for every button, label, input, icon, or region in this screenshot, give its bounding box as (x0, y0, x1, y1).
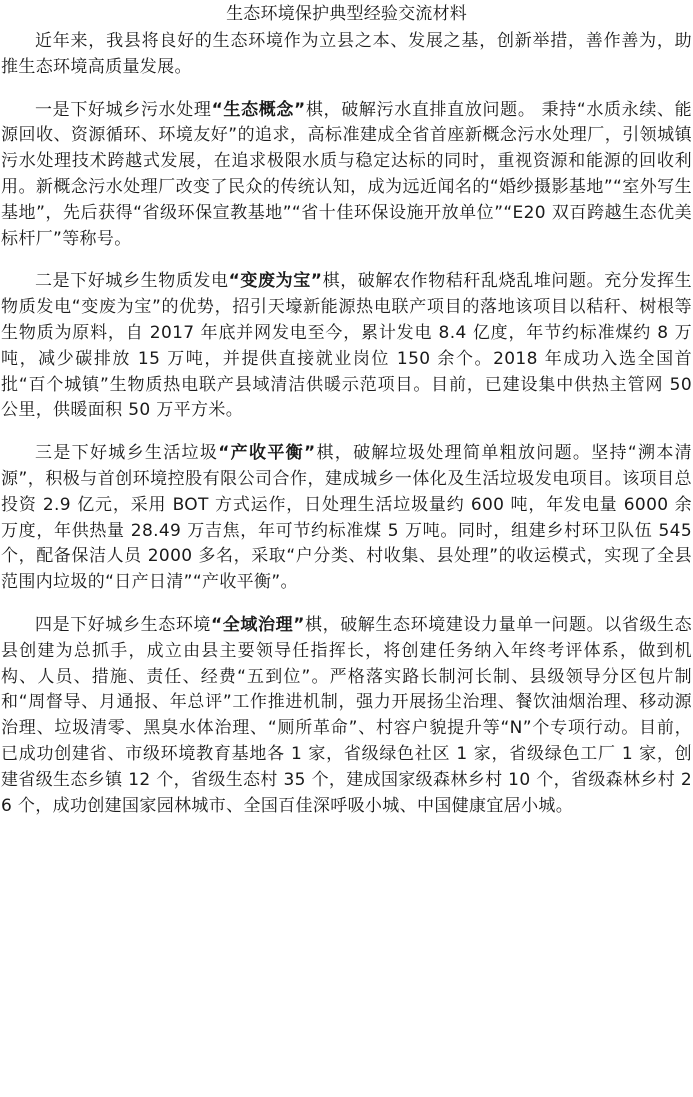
section-paragraph-2 (1, 269, 692, 424)
section-3-lead-end: 棋，破解垃圾处理简单粗放问题。 (315, 443, 592, 464)
section-4-body: 以省级生态县创建为总抓手，成立由县主要领导任指挥长，将创建任务纳入年终考评体系，做到机构、人员、措施、责任、经费“五到位”。严格落实路长制河长制、县级领导分区包片制和“周督导、月通报、年总评”工作推进机制，强力开展扬尘治理、餐饮油烟治理、移动源治理、垃圾清零、黑臭水体治理、“厕所革命”、村容户貌提升等“N”个专项行动。目前，已成功创建省、市级环境教育基地各 1 家，省级绿色社区 1 家，省级绿色工厂 1 家，创建省级生态乡镇 12 个，省级生态村 35 个，建成国家级森林乡村 10 个，省级森林乡村 26 个，成功创建国家园林城市、全国百佳深呼吸小城、中国健康宜居小城。 (1, 614, 693, 816)
section-1-body: 秉持“水质永续、能源回收、资源循环、环境友好”的追求，高标准建成全省首座新概念污水处理厂，引领城镇污水处理技术跨越式发展，在追求极限水质与稳定达标的同时，重视资源和能源的回收利用。新概念污水处理厂改变了民众的传统认知，成为远近闻名的“婚纱摄影基地”“室外写生基地”，先后获得“省级环保宣教基地”“省十佳环保设施开放单位”“E20 双百跨越生态优美标杆厂”等称号。 (1, 99, 692, 249)
section-1-keyword: “生态概念” (211, 99, 306, 120)
section-4-lead: 四是下好城乡生态环境 (35, 614, 212, 635)
section-paragraph-4 (1, 613, 692, 819)
intro-paragraph: 近年来，我县将良好的生态环境作为立县之本、发展之基，创新举措，善作善为，助推生态环境高质量发展。 (1, 31, 692, 77)
section-2-lead-end: 棋，破解农作物秸秆乱烧乱堆问题。 (322, 271, 605, 292)
section-1-lead: 一是下好城乡污水处理 (35, 99, 212, 120)
section-3-body: 坚持“溯本清源”，积极与首创环境控股有限公司合作，建成城乡一体化及生活垃圾发电项目。该项目总投资 2.9 亿元，采用 BOT 方式运作，日处理生活垃圾量约 600 吨，年发电量 6000 余万度，年供热量 28.49 万吉焦，年可节约标准煤 5 万吨。同时，组建乡村环卫队伍 545 个，配备保洁人员 2000 多名，采取“户分类、村收集、县处理”的收运模式，实现了全县范围内垃圾的“日产日清”“产收平衡”。 (1, 443, 692, 593)
section-3-keyword: “产收平衡” (218, 443, 316, 464)
section-paragraph-1 (1, 98, 692, 253)
document-title: 生态环境保护典型经验交流材料 (226, 4, 467, 24)
section-2-keyword: “变废为宝” (228, 271, 323, 292)
section-2-lead: 二是下好城乡生物质发电 (35, 271, 229, 292)
section-4-lead-end: 棋，破解生态环境建设力量单一问题。 (304, 614, 605, 635)
section-2-body: 充分发挥生物质发电“变废为宝”的优势，招引天壕新能源热电联产项目的落地该项目以秸秆、树根等生物质为原料，自 2017 年底并网发电至今，累计发电 8.4 亿度，年节约标准煤约 8 万吨，减少碳排放 15 万吨，并提供直接就业岗位 150 余个。2018 年成功入选全国首批“百个城镇”生物质热电联产县域清洁供暖示范项目。目前，已建设集中供热主管网 50 公里，供暖面积 50 万平方米。 (1, 271, 692, 421)
section-1-lead-end: 棋，破解污水直排直放问题。 (305, 99, 536, 120)
section-paragraph-3 (1, 441, 692, 596)
section-3-lead: 三是下好城乡生活垃圾 (35, 443, 219, 464)
section-4-keyword: “全域治理” (211, 614, 305, 635)
